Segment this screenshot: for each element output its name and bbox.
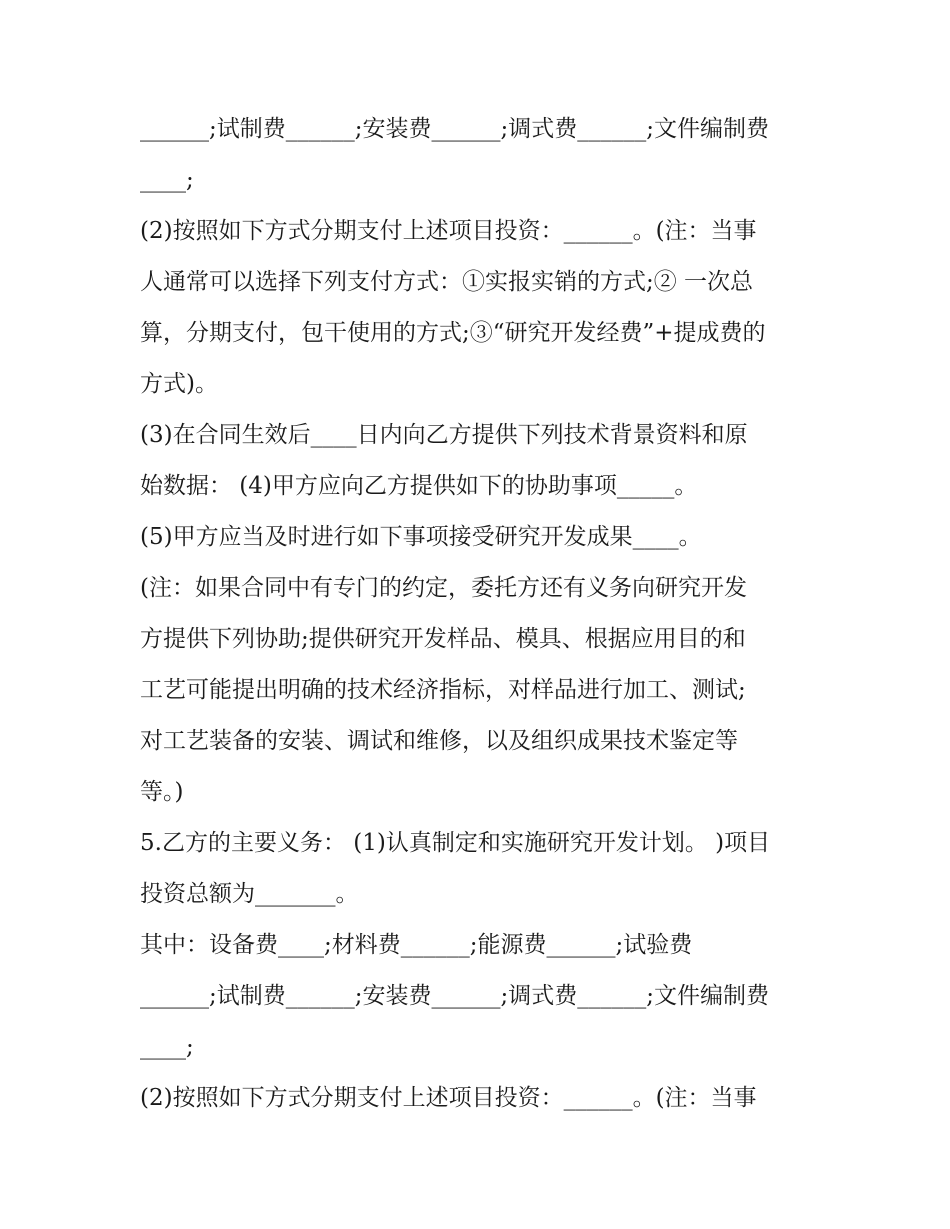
text-line: (3)在合同生效后____日内向乙方提供下列技术背景资料和原 [140, 422, 748, 448]
text-line: 对工艺装备的安装、调试和维修，以及组织成果技术鉴定等 [140, 728, 738, 754]
contract-text-body [140, 104, 812, 1124]
text-line: 等。) [140, 779, 184, 805]
text-line: 工艺可能提出明确的技术经济指标，对样品进行加工、测试; [140, 677, 746, 703]
text-line: (2)按照如下方式分期支付上述项目投资：______。(注：当事 [140, 1085, 757, 1111]
text-line: (注：如果合同中有专门的约定，委托方还有义务向研究开发 [140, 575, 747, 601]
text-line: ______;试制费______;安装费______;调式费______;文件编制费 [140, 983, 769, 1009]
text-line: ____; [140, 1034, 194, 1060]
text-line: (5)甲方应当及时进行如下事项接受研究开发成果____。 [140, 524, 702, 550]
text-line: 人通常可以选择下列支付方式：①实报实销的方式;② 一次总 [140, 269, 754, 295]
text-line: ______;试制费______;安装费______;调式费______;文件编制费 [140, 116, 769, 142]
text-line: ____; [140, 167, 194, 193]
text-line: 算，分期支付，包干使用的方式;③“研究开发经费”+提成费的 [140, 320, 766, 346]
text-line: 5.乙方的主要义务： (1)认真制定和实施研究开发计划。 )项目 [140, 830, 771, 856]
text-line: 方提供下列协助;提供研究开发样品、模具、根据应用目的和 [140, 626, 746, 652]
text-line: 投资总额为_______。 [140, 881, 359, 907]
text-line: (2)按照如下方式分期支付上述项目投资：______。(注：当事 [140, 218, 757, 244]
text-line: 其中：设备费____;材料费______;能源费______;试验费 [140, 932, 693, 958]
text-line: 方式)。 [140, 371, 218, 397]
text-line: 始数据： (4)甲方应向乙方提供如下的协助事项_____。 [140, 473, 698, 499]
